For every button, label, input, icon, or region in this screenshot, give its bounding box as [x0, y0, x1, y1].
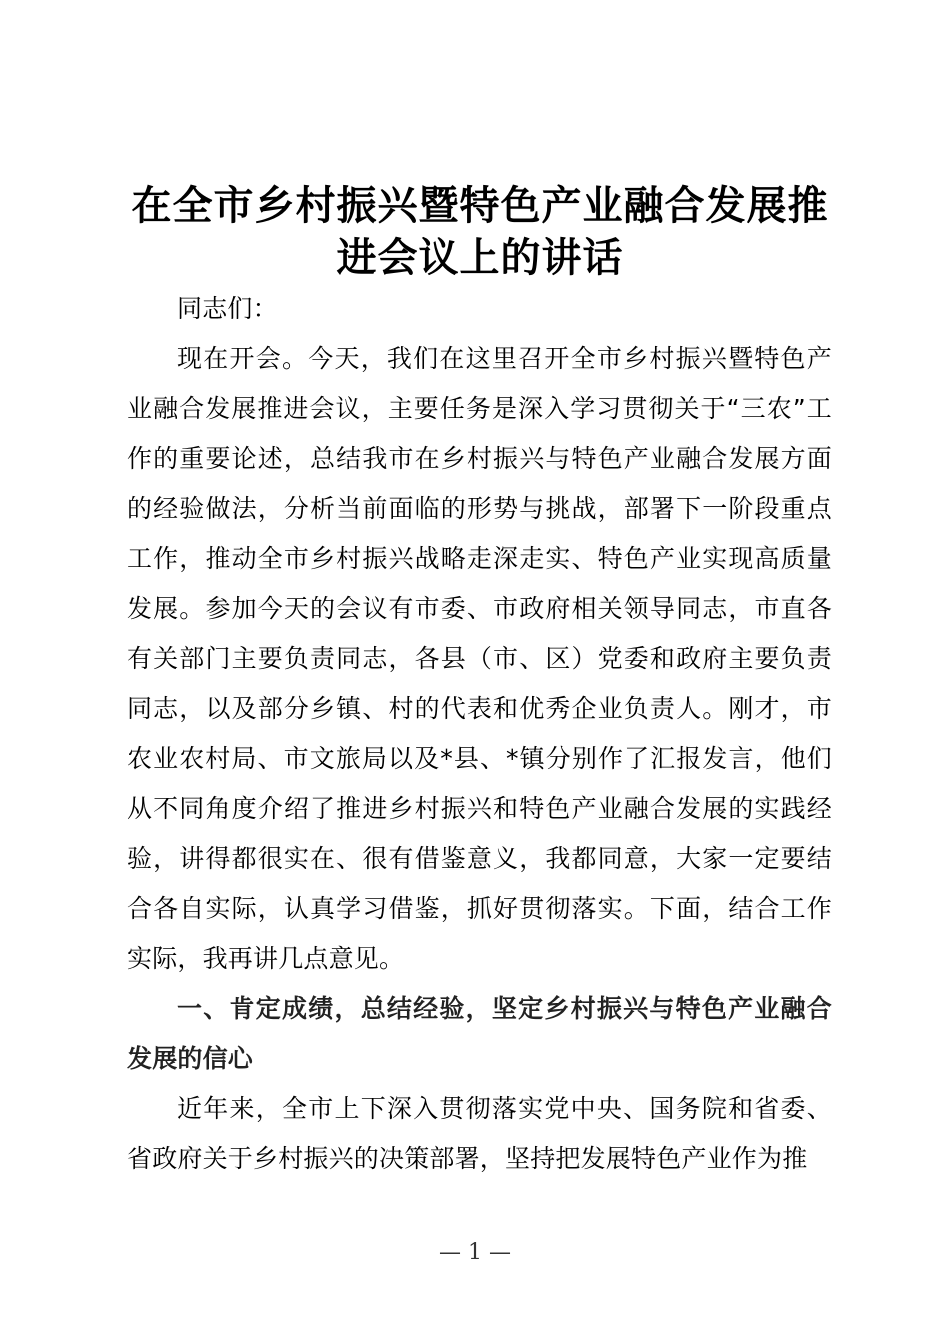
- paragraph-opening: 现在开会。今天，我们在这里召开全市乡村振兴暨特色产业融合发展推进会议，主要任务是深入学习贯彻关于“三农”工作的重要论述，总结我市在乡村振兴与特色产业融合发展方面的经验做法，分析当前面临的形势与挑战，部署下一阶段重点工作，推动全市乡村振兴战略走深走实、特色产业实现高质量发展。参加今天的会议有市委、市政府相关领导同志，市直各有关部门主要负责同志，各县（市、区）党委和政府主要负责同志，以及部分乡镇、村的代表和优秀企业负责人。刚才，市农业农村局、市文旅局以及*县、*镇分别作了汇报发言，他们从不同角度介绍了推进乡村振兴和特色产业融合发展的实践经验，讲得都很实在、很有借鉴意义，我都同意，大家一定要结合各自实际，认真学习借鉴，抓好贯彻落实。下面，结合工作实际，我再讲几点意见。: [127, 344, 832, 973]
- title-line-1: 在全市乡村振兴暨特色产业融合发展推: [131, 183, 829, 229]
- document-body: [127, 284, 832, 1184]
- page-number: — 1 —: [439, 1240, 511, 1265]
- paragraph-section-1: 近年来，全市上下深入贯彻落实党中央、国务院和省委、省政府关于乡村振兴的决策部署，坚持把发展特色产业作为推: [127, 1094, 832, 1173]
- salutation: 同志们：: [177, 294, 278, 323]
- section-heading-1: 一、肯定成绩，总结经验，坚定乡村振兴与特色产业融合发展的信心: [127, 994, 832, 1073]
- document-title: [100, 180, 860, 284]
- title-line-2: 进会议上的讲话: [336, 235, 624, 281]
